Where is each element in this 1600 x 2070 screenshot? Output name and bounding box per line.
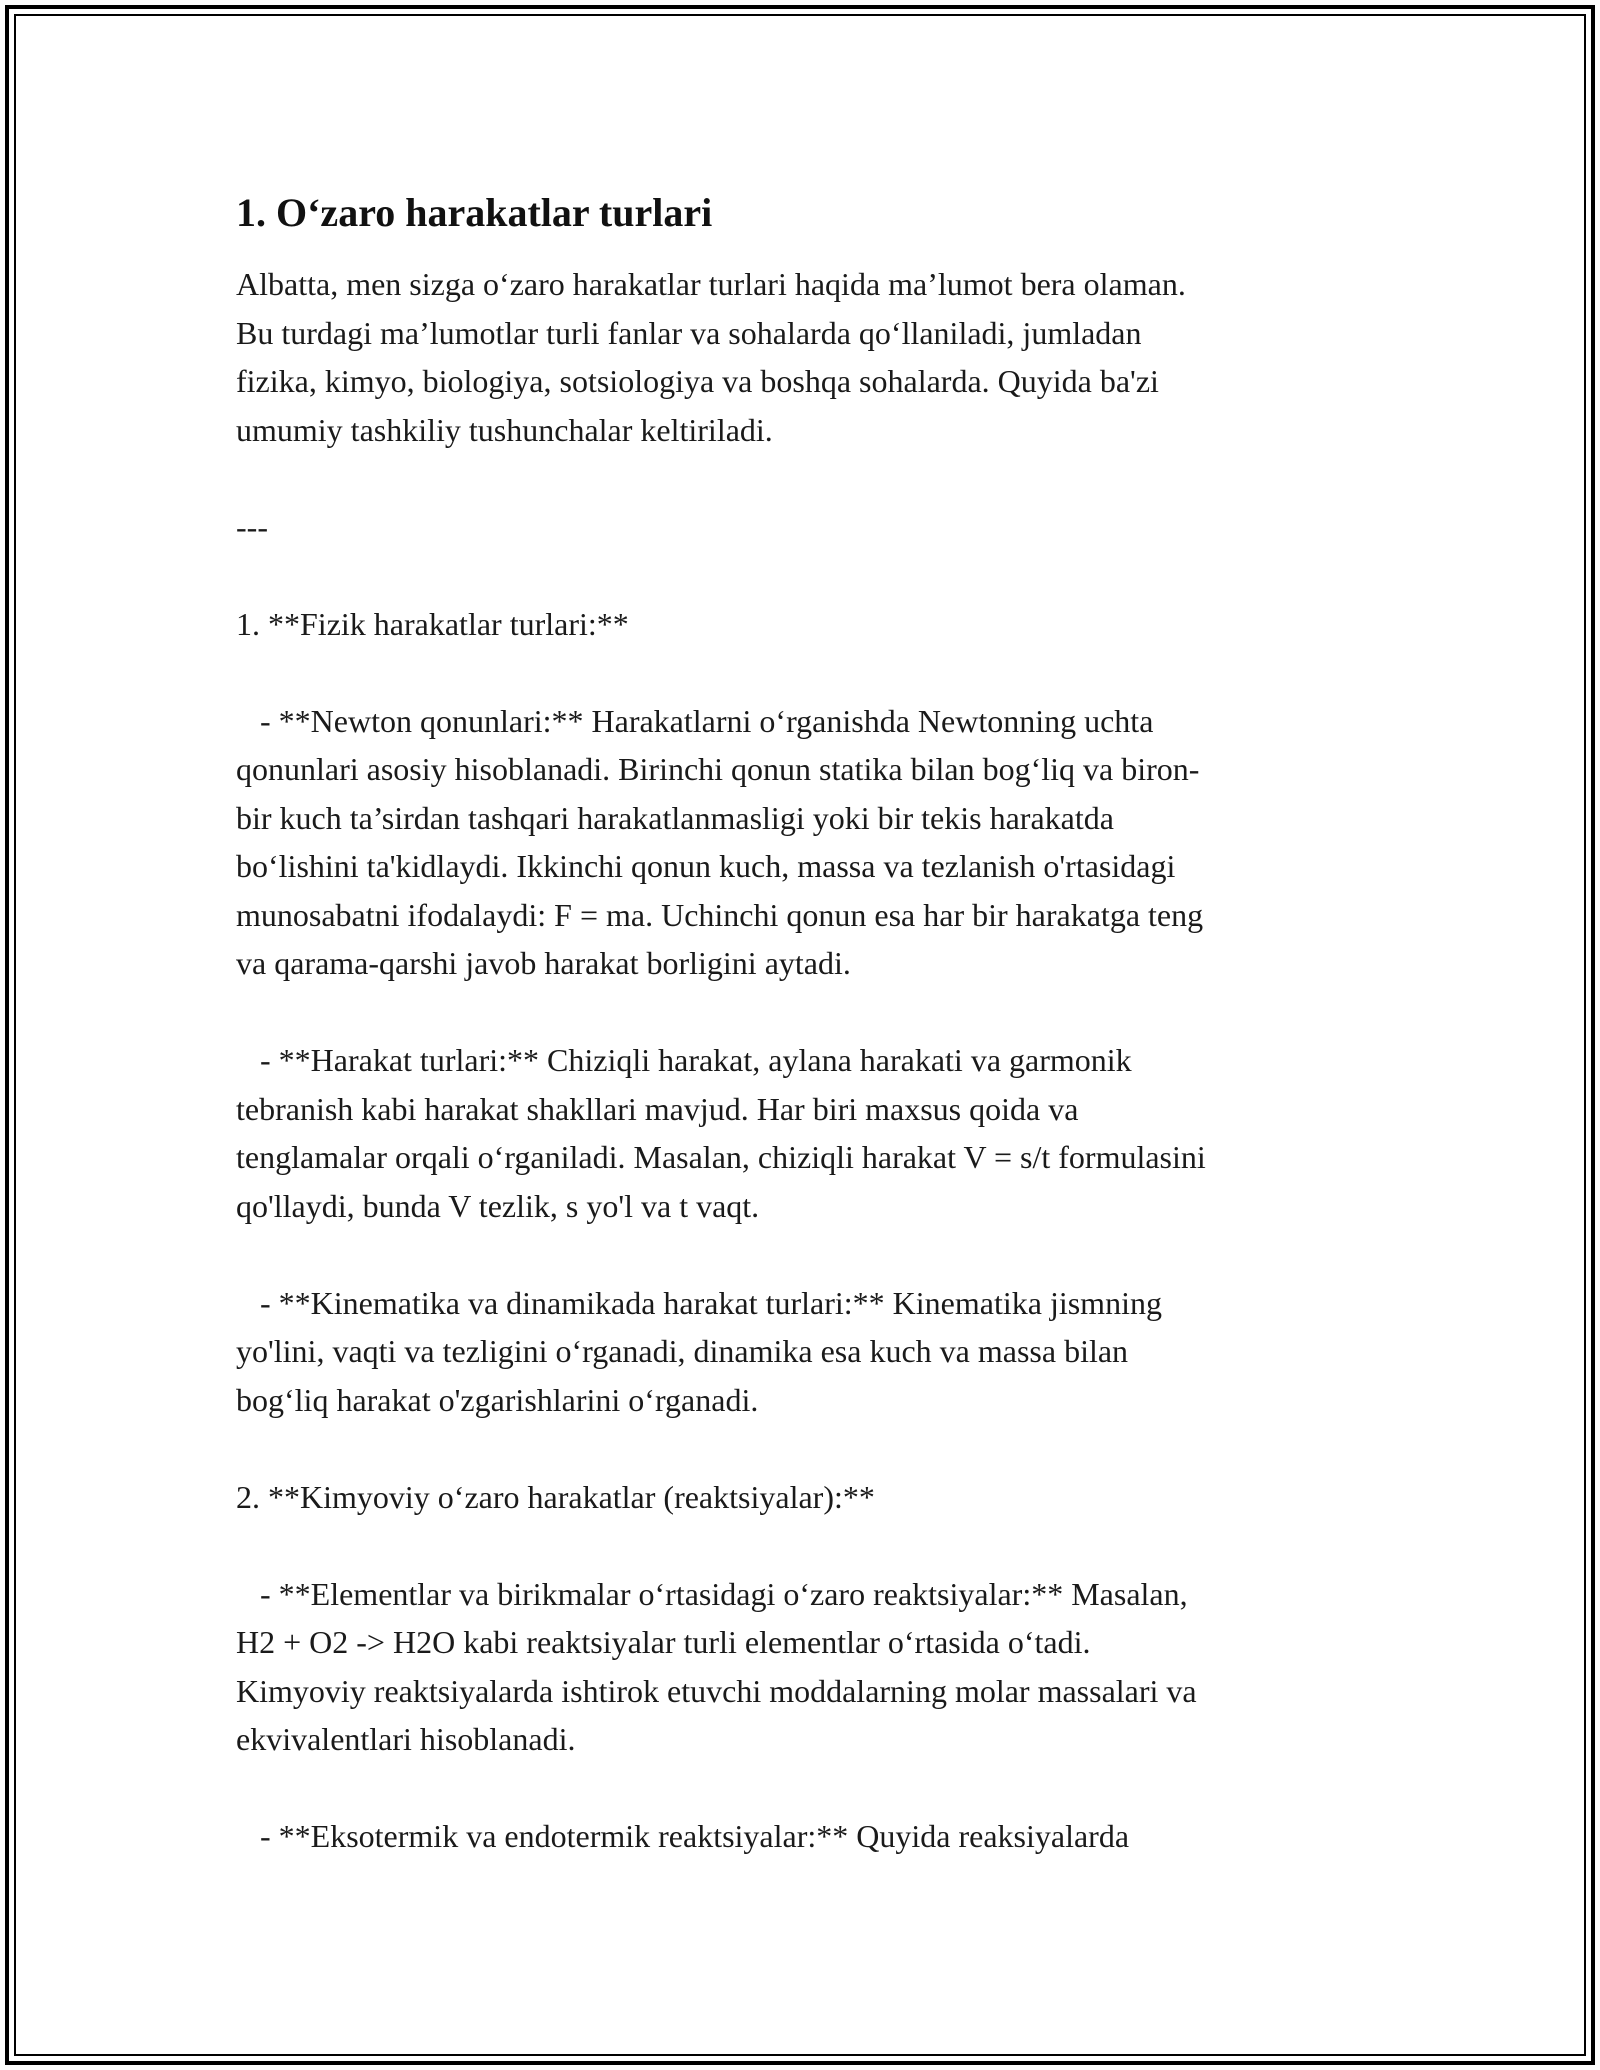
document-body: [236, 188, 1366, 1861]
list-item-element-reactions: - **Elementlar va birikmalar o‘rtasidagi o‘zaro reaktsiyalar:** Masalan, H2 + O2 -> H2O kabi reaktsiyalar turli elementlar o‘rtasida o‘tadi. Kimyoviy reaktsiyalarda ishtirok etuvchi moddalarning molar massalari va ekvivalentlari hisoblanadi.: [236, 1575, 1197, 1757]
section-divider: ---: [236, 508, 268, 545]
document-title: 1. O‘zaro harakatlar turlari: [236, 190, 713, 235]
intro-paragraph: Albatta, men sizga o‘zaro harakatlar turlari haqida ma’lumot bera olaman. Bu turdagi ma’lumotlar turli fanlar va sohalarda qo‘llaniladi, jumladan fizika, kimyo, biologiya, sotsiologiya va boshqa sohalarda. Quyida ba'zi umumiy tashkiliy tushunchalar keltiriladi.: [236, 266, 1186, 448]
list-item-kinematics-dynamics: - **Kinematika va dinamikada harakat turlari:** Kinematika jismning yo'lini, vaqti va tezligini o‘rganadi, dinamika esa kuch va massa bilan bog‘liq harakat o'zgarishlarini o‘rganadi.: [236, 1284, 1162, 1418]
list-item-exo-endothermic: - **Eksotermik va endotermik reaktsiyalar:** Quyida reaksiyalarda: [236, 1818, 1130, 1854]
list-item-newton-laws: - **Newton qonunlari:** Harakatlarni o‘rganishda Newtonning uchta qonunlari asosiy hisoblanadi. Birinchi qonun statika bilan bog‘liq va biron- bir kuch ta’sirdan tashqari harakatlanmasligi yoki bir tekis harakatda bo‘lishini ta'kidlaydi. Ikkinchi qonun kuch, massa va tezlanish o'rtasidagi munosabatni ifodalaydi: F = ma. Uchinchi qonun esa har bir harakatga teng va qarama-qarshi javob harakat borligini aytadi.: [236, 702, 1204, 981]
section-heading-chemistry: 2. **Kimyoviy o‘zaro harakatlar (reaktsiyalar):**: [236, 1478, 875, 1515]
section-heading-physics: 1. **Fizik harakatlar turlari:**: [236, 605, 629, 642]
list-item-motion-types: - **Harakat turlari:** Chiziqli harakat, aylana harakati va garmonik tebranish kabi harakat shakllari mavjud. Har biri maxsus qoida va tenglamalar orqali o‘rganiladi. Masalan, chiziqli harakat V = s/t formulasini qo'llaydi, bunda V tezlik, s yo'l va t vaqt.: [236, 1042, 1206, 1224]
